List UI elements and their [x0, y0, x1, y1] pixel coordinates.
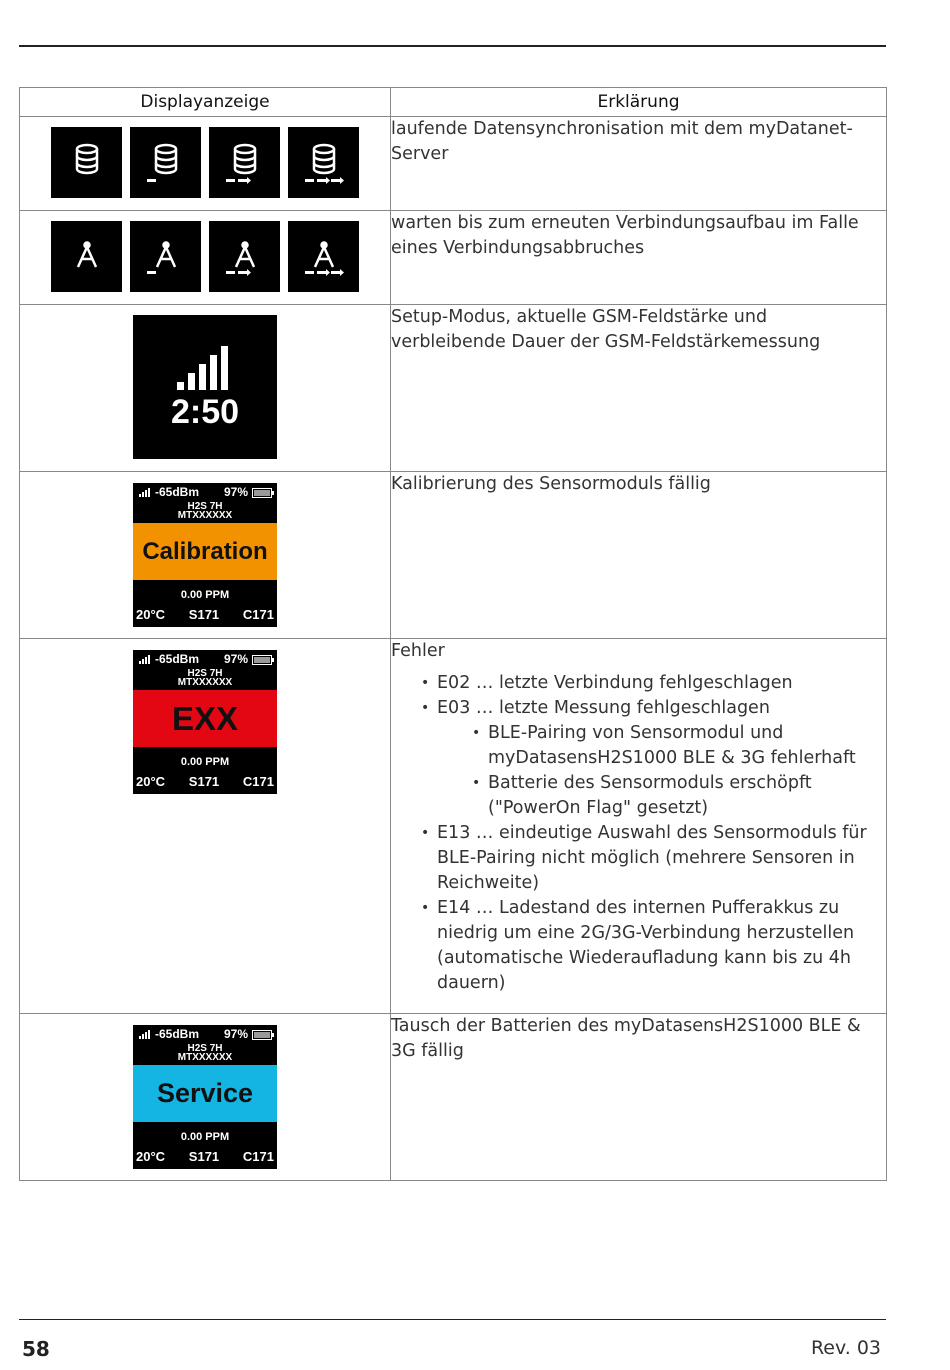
status-text: EXX	[171, 699, 239, 737]
gas-type: H2S 7H	[187, 1043, 223, 1054]
revision-label: Rev. 03	[810, 1337, 881, 1359]
display-cell	[20, 117, 391, 211]
c-code: C171	[242, 774, 274, 789]
ppm-value: 0.00 PPM	[180, 1131, 230, 1143]
antenna-tower-icon	[209, 221, 280, 292]
signal-value: -65dBm	[155, 485, 200, 499]
table-row	[20, 472, 887, 639]
table-row	[20, 1014, 887, 1181]
battery-icon	[252, 655, 272, 665]
table-row	[20, 211, 887, 305]
serial-number: MTXXXXXX	[177, 677, 233, 688]
table-row	[20, 639, 887, 1014]
gas-type: H2S 7H	[187, 501, 223, 512]
setup-display	[133, 315, 277, 459]
status-text: Service	[156, 1078, 254, 1108]
display-table	[19, 87, 887, 1181]
status-band	[133, 690, 277, 747]
error-list	[391, 671, 886, 996]
error-display	[133, 650, 277, 794]
temperature: 20°C	[136, 1149, 166, 1164]
list-item-text: E03 … letzte Messung fehlgeschlagen	[437, 698, 770, 718]
signal-value: -65dBm	[155, 1027, 200, 1041]
battery-percent: 97%	[223, 652, 248, 666]
display-cell	[20, 305, 391, 472]
table-header	[20, 88, 887, 117]
list-item	[437, 696, 886, 821]
status-text: Calibration	[142, 537, 268, 565]
error-sublist	[437, 721, 886, 821]
explanation-cell: Kalibrierung des Sensormoduls fällig	[391, 472, 887, 639]
signal-bars-icon	[139, 655, 153, 664]
list-item: • E14 … Ladestand des internen Pufferakkus zu niedrig um eine 2G/3G-Verbindung herzustellen (automatische Wiederaufladung kann bis zu 4h dauern)	[437, 896, 886, 996]
calibration-display	[133, 483, 277, 627]
ppm-value: 0.00 PPM	[180, 589, 230, 601]
explanation-cell	[391, 639, 887, 1014]
bottom-rule	[19, 1319, 886, 1320]
display-cell	[20, 639, 391, 1014]
list-item: • E13 … eindeutige Auswahl des Sensormoduls für BLE-Pairing nicht möglich (mehrere Sensoren in Reichweite)	[437, 821, 886, 896]
temperature: 20°C	[136, 774, 166, 789]
signal-value: -65dBm	[155, 652, 200, 666]
temperature: 20°C	[136, 607, 166, 622]
gas-type: H2S 7H	[187, 668, 223, 679]
display-cell	[20, 211, 391, 305]
database-sync-icon	[288, 127, 359, 198]
database-sync-icon	[130, 127, 201, 198]
signal-strength-icon	[133, 315, 277, 459]
s-code: S171	[188, 774, 220, 789]
s-code: S171	[188, 607, 220, 622]
top-rule	[19, 45, 886, 47]
list-item: • Batterie des Sensormoduls erschöpft ("PowerOn Flag" gesetzt)	[488, 771, 886, 821]
signal-bars-icon	[139, 488, 153, 497]
battery-percent: 97%	[223, 485, 248, 499]
battery-icon	[252, 488, 272, 498]
status-band	[133, 1065, 277, 1122]
antenna-tower-icon	[288, 221, 359, 292]
s-code: S171	[188, 1149, 220, 1164]
remaining-time: 2:50	[170, 393, 240, 431]
display-cell	[20, 472, 391, 639]
battery-percent: 97%	[223, 1027, 248, 1041]
table-row	[20, 117, 887, 211]
battery-icon	[252, 1030, 272, 1040]
antenna-tower-icon	[51, 221, 122, 292]
service-display	[133, 1025, 277, 1169]
serial-number: MTXXXXXX	[177, 1052, 233, 1063]
list-item: • E02 … letzte Verbindung fehlgeschlagen	[437, 671, 886, 696]
signal-bars-icon	[139, 1030, 153, 1039]
table-row	[20, 305, 887, 472]
explanation-cell: laufende Datensynchronisation mit dem myDatanet-Server	[391, 117, 887, 211]
serial-number: MTXXXXXX	[177, 510, 233, 521]
ppm-value: 0.00 PPM	[180, 756, 230, 768]
antenna-tower-icon	[130, 221, 201, 292]
header-explanation: Erklärung	[391, 88, 887, 117]
c-code: C171	[242, 607, 274, 622]
explanation-cell: Tausch der Batterien des myDatasensH2S1000 BLE & 3G fällig	[391, 1014, 887, 1181]
explanation-cell: Setup-Modus, aktuelle GSM-Feldstärke und verbleibende Dauer der GSM-Feldstärkemessung	[391, 305, 887, 472]
error-intro: Fehler	[391, 641, 445, 661]
list-item: • BLE-Pairing von Sensormodul und myDatasensH2S1000 BLE & 3G fehlerhaft	[488, 721, 886, 771]
c-code: C171	[242, 1149, 274, 1164]
database-sync-icon	[209, 127, 280, 198]
display-cell	[20, 1014, 391, 1181]
page-number: 58	[22, 1337, 50, 1361]
database-sync-icon	[51, 127, 122, 198]
header-display: Displayanzeige	[20, 88, 391, 117]
explanation-cell: warten bis zum erneuten Verbindungsaufbau im Falle eines Verbindungsabbruches	[391, 211, 887, 305]
status-band	[133, 523, 277, 580]
